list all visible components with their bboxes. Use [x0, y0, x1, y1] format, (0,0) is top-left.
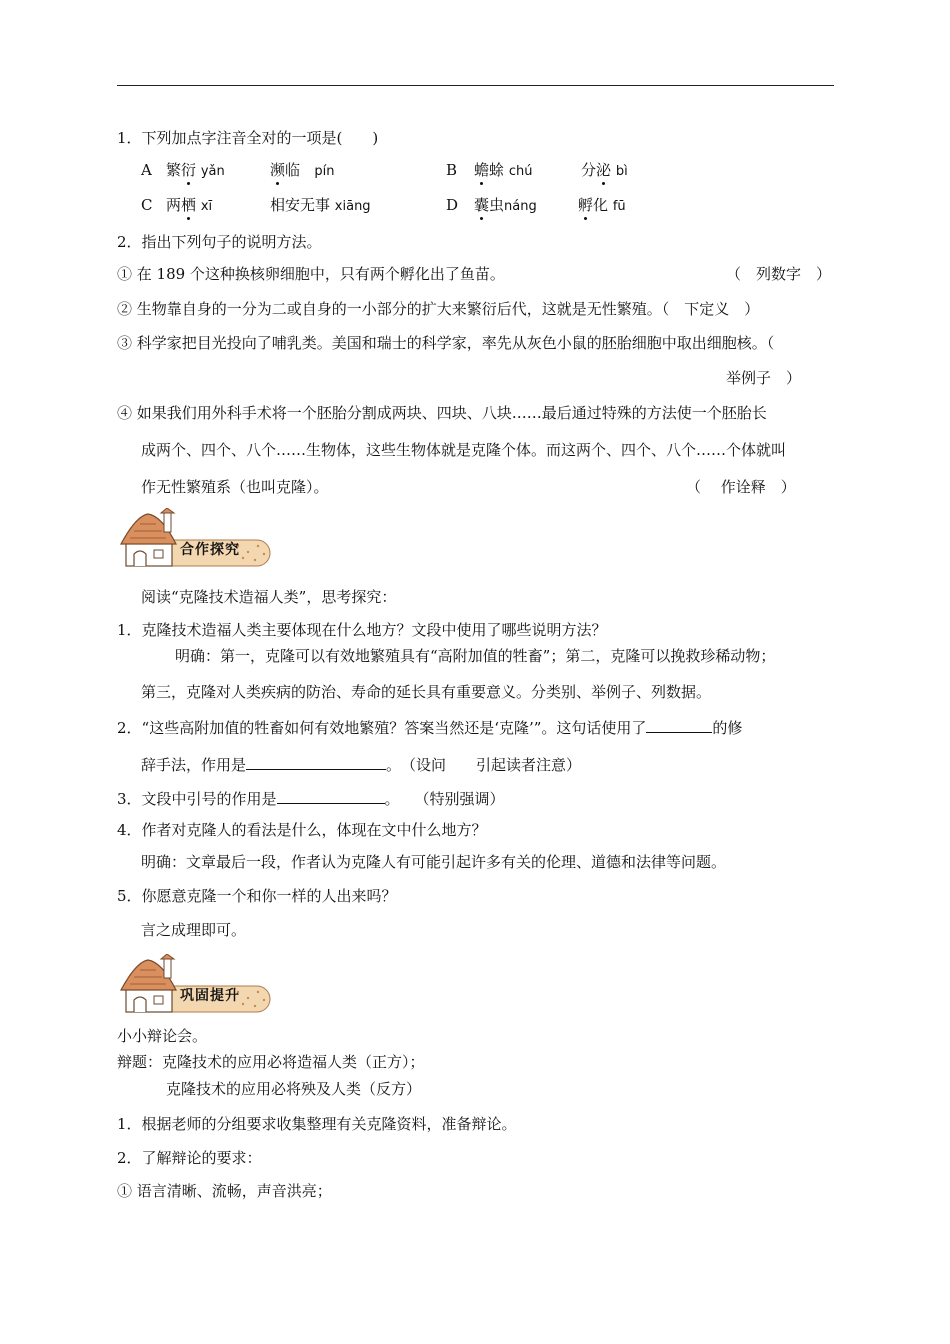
- section1-q1: 1．克隆技术造福人类主要体现在什么地方？文段中使用了哪些说明方法？: [117, 621, 607, 639]
- fill-blank: [246, 753, 386, 770]
- section2-step1: 1．根据老师的分组要求收集整理有关克隆资料，准备辩论。: [117, 1115, 517, 1133]
- fill-blank: [646, 716, 712, 733]
- pinyin: náng: [504, 199, 537, 214]
- section2-requirement1: ① 语言清晰、流畅，声音洪亮；: [117, 1182, 332, 1200]
- emphasis-dot-char: 孵: [578, 196, 594, 214]
- q1-option-b-label: B: [446, 161, 458, 179]
- q1-option-b-word1: 蟾蜍 chú: [474, 161, 533, 179]
- emphasis-dot-char: 泌: [596, 161, 612, 179]
- section2-step2: 2．了解辩论的要求：: [117, 1149, 262, 1167]
- q2-item-2: ② 生物靠自身的一分为二或自身的一小部分的扩大来繁衍后代，这就是无性繁殖。（ 下定义 ）: [117, 300, 760, 318]
- section1-q5: 5．你愿意克隆一个和你一样的人出来吗？: [117, 887, 397, 905]
- q1-stem: 1．下列加点字注音全对的一项是( ): [117, 129, 379, 147]
- pinyin: fū: [612, 199, 626, 214]
- pinyin: bì: [615, 164, 628, 179]
- q1-option-a-label: A: [141, 161, 152, 179]
- q1-option-c-word2: 相安无事 xiāng: [270, 196, 371, 214]
- emphasis-dot-char: 蟾: [474, 161, 490, 179]
- q1-option-b-word2: 分泌 bì: [581, 161, 628, 179]
- section1-q4-answer: 明确：文章最后一段，作者认为克隆人有可能引起许多有关的伦理、道德和法律等问题。: [141, 853, 727, 871]
- q1-option-a-word1: 繁衍 yǎn: [166, 161, 225, 179]
- section-banner-consolidation: [118, 954, 278, 1016]
- q1-option-c-word1: 两栖 xī: [166, 196, 213, 214]
- emphasis-dot-char: 濒: [270, 161, 286, 179]
- section1-q1-answer-line1: 明确：第一，克隆可以有效地繁殖具有“高附加值的牲畜”；第二，克隆可以挽救珍稀动物；: [175, 647, 776, 665]
- q2-item-4-line3: 作无性繁殖系（也叫克隆）。: [141, 478, 329, 496]
- header-rule: [117, 85, 834, 86]
- q2-item-4-line2: 成两个、四个、八个……生物体，这些生物体就是克隆个体。而这两个、四个、八个……个体就叫: [141, 441, 787, 459]
- section2-debate-topic: 辩题：克隆技术的应用必将造福人类（正方）；: [117, 1053, 425, 1071]
- emphasis-dot-char: 衍: [181, 161, 197, 179]
- pinyin: xiāng: [334, 199, 371, 214]
- section-title: 合作探究: [180, 542, 240, 558]
- q1-option-d-label: D: [446, 196, 459, 214]
- pinyin: xī: [200, 199, 213, 214]
- pinyin: chú: [508, 164, 533, 179]
- section1-q2-line1: 2．“这些高附加值的牲畜如何有效地繁殖？答案当然还是‘克隆’”。这句话使用了 的修: [117, 716, 742, 738]
- section1-q5-answer: 言之成理即可。: [141, 921, 247, 939]
- emphasis-dot-char: 囊: [474, 196, 490, 214]
- q2-item-4-line1: ④ 如果我们用外科手术将一个胚胎分割成两块、四块、八块……最后通过特殊的方法使一个胚胎长: [117, 404, 767, 422]
- section2-debate-topic-opposing: 克隆技术的应用必将殃及人类（反方）: [166, 1080, 422, 1098]
- section1-q1-answer-line2: 第三，克隆对人类疾病的防治、寿命的延长具有重要意义。分类别、举例子、列数据。: [141, 683, 712, 701]
- section1-q2-line2: 辞手法，作用是 。 （设问 引起读者注意）: [141, 753, 581, 775]
- section1-intro: 阅读“克隆技术造福人类”，思考探究：: [141, 588, 397, 606]
- q1-option-c-label: C: [141, 196, 153, 214]
- q2-answer-1: （ 列数字 ）: [726, 265, 832, 283]
- q2-item-3: ③ 科学家把目光投向了哺乳类。美国和瑞士的科学家，率先从灰色小鼠的胚胎细胞中取出细胞核。（: [117, 334, 775, 352]
- section-banner-cooperation: [118, 508, 278, 570]
- section2-line1: 小小辩论会。: [117, 1027, 208, 1045]
- pinyin: pín: [314, 164, 335, 179]
- q1-option-a-word2: 濒临 pín: [270, 161, 335, 179]
- q2-answer-4: （ 作诠释 ）: [686, 478, 796, 496]
- section-title: 巩固提升: [180, 988, 240, 1004]
- q1-option-d-word1: 囊虫náng: [474, 196, 537, 214]
- emphasis-dot-char: 栖: [181, 196, 197, 214]
- pinyin: yǎn: [200, 164, 225, 179]
- section1-q4: 4．作者对克隆人的看法是什么，体现在文中什么地方？: [117, 821, 487, 839]
- q2-stem: 2．指出下列句子的说明方法。: [117, 233, 322, 251]
- fill-blank: [277, 787, 385, 804]
- q1-option-d-word2: 孵化 fū: [578, 196, 626, 214]
- q2-item-1: ① 在 189 个这种换核卵细胞中，只有两个孵化出了鱼苗。: [117, 265, 505, 283]
- q2-answer-3: 举例子 ）: [726, 369, 802, 387]
- section1-q3: 3．文段中引号的作用是 。 （特别强调）: [117, 787, 505, 809]
